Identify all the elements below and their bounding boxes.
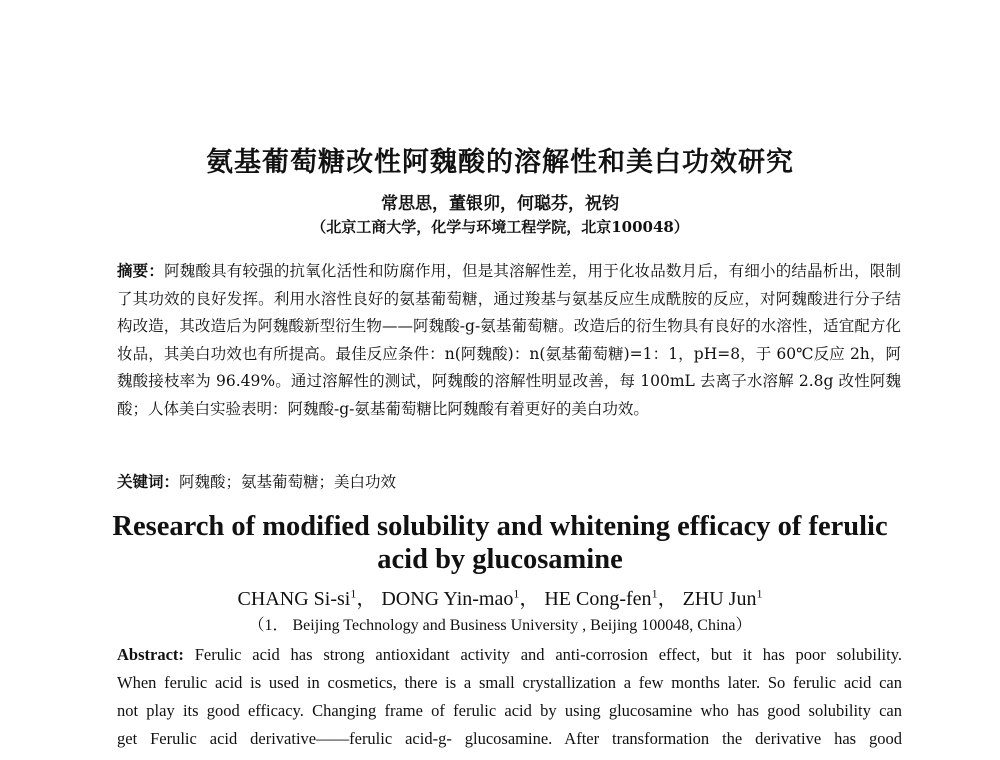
chinese-title: 氨基葡萄糖改性阿魏酸的溶解性和美白功效研究 [206, 147, 794, 178]
chinese-abstract-label: 摘要： [117, 261, 165, 280]
english-affiliation: （1． Beijing Technology and Business University , Beijing 100048, China） [248, 617, 752, 634]
english-abstract-label: Abstract: [117, 645, 184, 664]
english-author: CHANG $Si-si^1$， [237, 586, 377, 610]
english-author: DONG Yin-mao$^1$， [381, 586, 540, 610]
english-abstract-line: Abstract: Ferulic acid has strong antioxidant activity and anti-corrosion effect, but it has poor solubility. [117, 645, 902, 664]
chinese-keywords [117, 470, 901, 494]
english-authors [0, 582, 1000, 611]
english-author: HE Cong-fen$^1$， [544, 586, 678, 610]
chinese-abstract [117, 257, 901, 423]
english-abstract-line: not play its good efficacy. Changing frame of ferulic acid by using glucosamine who has good solubility can [117, 701, 902, 720]
english-title: Research of modified solubility and whitening efficacy of ferulic acid by glucosamine [112, 511, 888, 575]
english-abstract [117, 641, 902, 753]
english-author: ZHU Jun$^1$ [682, 586, 763, 610]
chinese-abstract-text: 阿魏酸具有较强的抗氧化活性和防腐作用，但是其溶解性差，用于化妆品数月后，有细小的结晶析出，限制了其功效的良好发挥。利用水溶性良好的氨基葡萄糖，通过羧基与氨基反应生成酰胺的反应，对阿魏酸进行分子结构改造，其改造后为阿魏酸新型衍生物——阿魏酸-g-氨基葡萄糖。改造后的衍生物具有良好的水溶性，适宜配方化妆品，其美白功效也有所提高。最佳反应条件：n(阿魏酸)：n(氨基葡萄糖)=1：1，pH=8，于 60℃反应 2h，阿魏酸接枝率为 96.49%。通过溶解性的测试，阿魏酸的溶解性明显改善，每 100mL 去离子水溶解 2.8g 改性阿魏酸；人体美白实验表明：阿魏酸-g-氨基葡萄糖比阿魏酸有着更好的美白功效。 [117, 262, 901, 418]
chinese-keywords-label: 关键词： [117, 472, 180, 491]
english-abstract-line: get Ferulic acid derivative——ferulic acid-g- glucosamine. After transformation the derivative has good [117, 729, 902, 748]
chinese-authors: 常思思，董银卯，何聪芬，祝钧 [381, 194, 619, 214]
chinese-affiliation: （北京工商大学，化学与环境工程学院，北京100048） [311, 218, 689, 236]
chinese-keywords-text: 阿魏酸；氨基葡萄糖；美白功效 [179, 473, 397, 491]
english-abstract-line: When ferulic acid is used in cosmetics, there is a small crystallization a few months later. So ferulic acid can [117, 673, 902, 692]
